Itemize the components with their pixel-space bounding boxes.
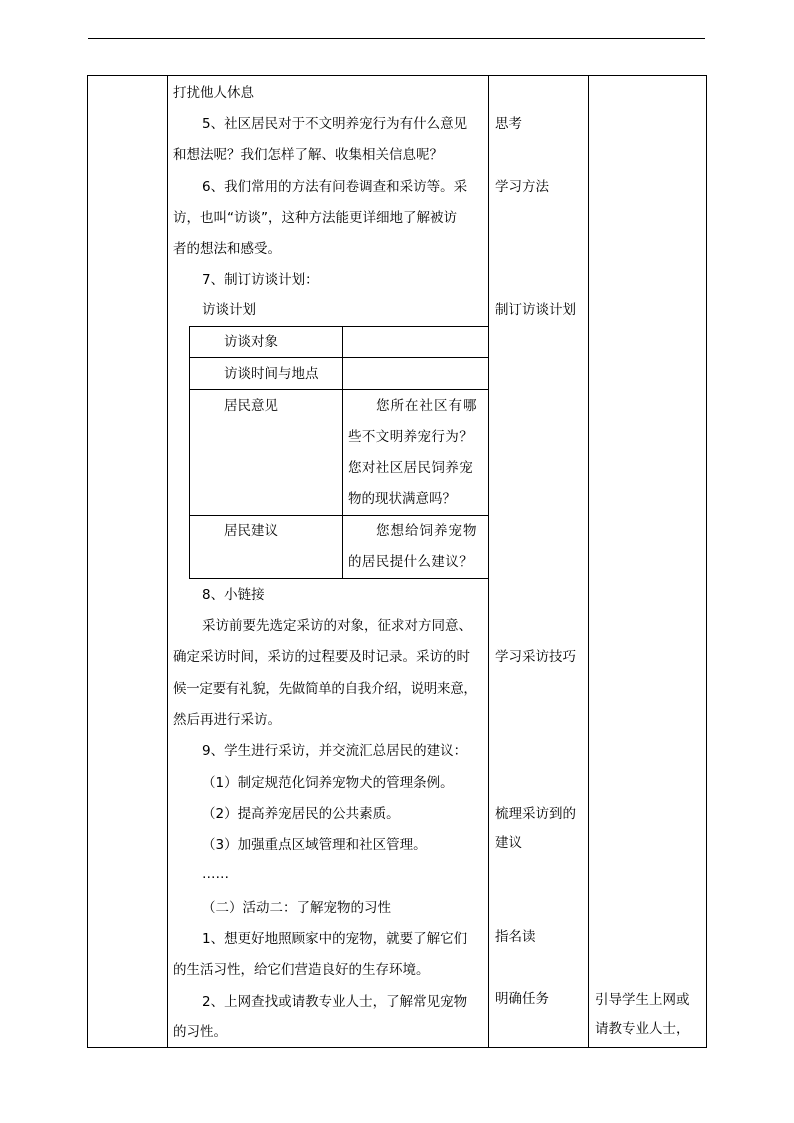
plan-row-4-question-2: 的居民提什么建议？ bbox=[348, 554, 474, 570]
col-divider-3 bbox=[588, 75, 589, 1048]
plan-row-3-question-1: 您所在社区有哪 bbox=[376, 398, 478, 414]
plan-row-2-label: 访谈时间与地点 bbox=[224, 366, 319, 382]
link-line-2: 确定采访时间，采访的过程要及时记录。采访的时 bbox=[173, 649, 470, 665]
table-right-border bbox=[706, 75, 707, 1048]
table-left-border bbox=[87, 75, 88, 1048]
plan-table-row-line-1 bbox=[189, 357, 489, 358]
item-7: 7、制订访谈计划： bbox=[202, 272, 319, 288]
plan-row-4-question-1: 您想给饲养宠物 bbox=[376, 523, 478, 539]
item-6-line-1: 6、我们常用的方法有问卷调查和采访等。采 bbox=[202, 179, 468, 195]
plan-row-3-question-4: 物的现状满意吗？ bbox=[348, 491, 456, 507]
header-rule bbox=[88, 38, 705, 39]
student-read: 指名读 bbox=[495, 929, 536, 945]
design-line-1: 引导学生上网或 bbox=[595, 992, 690, 1008]
ellipsis: …… bbox=[202, 866, 229, 882]
activity-2-item-2-line-1: 2、上网查找或请教专业人士，了解常见宠物 bbox=[202, 994, 468, 1010]
student-sort-line-1: 梳理采访到的 bbox=[495, 806, 576, 822]
plan-table-left bbox=[189, 326, 190, 579]
plan-title: 访谈计划 bbox=[202, 302, 256, 318]
activity-2-item-1-line-2: 的生活习性，给它们营造良好的生存环境。 bbox=[173, 962, 430, 978]
table-top-border bbox=[87, 75, 707, 76]
item-9: 9、学生进行采访，并交流汇总居民的建议： bbox=[202, 743, 468, 759]
activity-2-heading: （二）活动二：了解宠物的习性 bbox=[202, 900, 391, 916]
suggestion-1: （1）制定规范化饲养宠物犬的管理条例。 bbox=[202, 775, 454, 791]
item-5-line-1: 5、社区居民对于不文明养宠行为有什么意见 bbox=[202, 116, 468, 132]
student-sort-line-2: 建议 bbox=[495, 835, 522, 851]
link-line-1: 采访前要先选定采访的对象，征求对方同意、 bbox=[202, 618, 472, 634]
item-6-line-3: 者的想法和感受。 bbox=[173, 241, 281, 257]
suggestion-2: （2）提高养宠居民的公共素质。 bbox=[202, 806, 400, 822]
col-divider-2 bbox=[488, 75, 489, 1048]
student-learn-method: 学习方法 bbox=[495, 179, 549, 195]
link-line-3: 候一定要有礼貌，先做简单的自我介绍，说明来意， bbox=[173, 681, 477, 697]
item-8: 8、小链接 bbox=[202, 587, 265, 603]
plan-table-row-line-2 bbox=[189, 389, 489, 390]
plan-row-3-question-2: 些不文明养宠行为？ bbox=[348, 429, 474, 445]
activity-2-item-2-line-2: 的习性。 bbox=[173, 1024, 227, 1040]
plan-table-bottom bbox=[189, 578, 489, 579]
plan-row-1-label: 访谈对象 bbox=[224, 334, 278, 350]
plan-row-3-label: 居民意见 bbox=[224, 398, 278, 414]
activity-2-item-1-line-1: 1、想更好地照顾家中的宠物，就要了解它们 bbox=[202, 931, 468, 947]
plan-row-3-question-3: 您对社区居民饲养宠 bbox=[348, 460, 474, 476]
plan-table-top bbox=[189, 326, 489, 327]
design-line-2: 请教专业人士， bbox=[595, 1021, 690, 1037]
student-make-plan: 制订访谈计划 bbox=[495, 302, 576, 318]
plan-row-4-label: 居民建议 bbox=[224, 523, 278, 539]
student-learn-skills: 学习采访技巧 bbox=[495, 649, 576, 665]
item-5-line-2: 和想法呢？我们怎样了解、收集相关信息呢？ bbox=[173, 147, 443, 163]
plan-table-mid bbox=[342, 326, 343, 579]
link-line-4: 然后再进行采访。 bbox=[173, 712, 281, 728]
student-clarify-task: 明确任务 bbox=[495, 991, 549, 1007]
suggestion-3: （3）加强重点区域管理和社区管理。 bbox=[202, 837, 427, 853]
col-divider-1 bbox=[167, 75, 168, 1048]
student-think: 思考 bbox=[495, 116, 522, 132]
main-line-1: 打扰他人休息 bbox=[173, 85, 254, 101]
item-6-line-2: 访，也叫“访谈”，这种方法能更详细地了解被访 bbox=[173, 210, 457, 226]
plan-table-row-line-3 bbox=[189, 515, 489, 516]
table-bottom-border bbox=[87, 1047, 707, 1048]
